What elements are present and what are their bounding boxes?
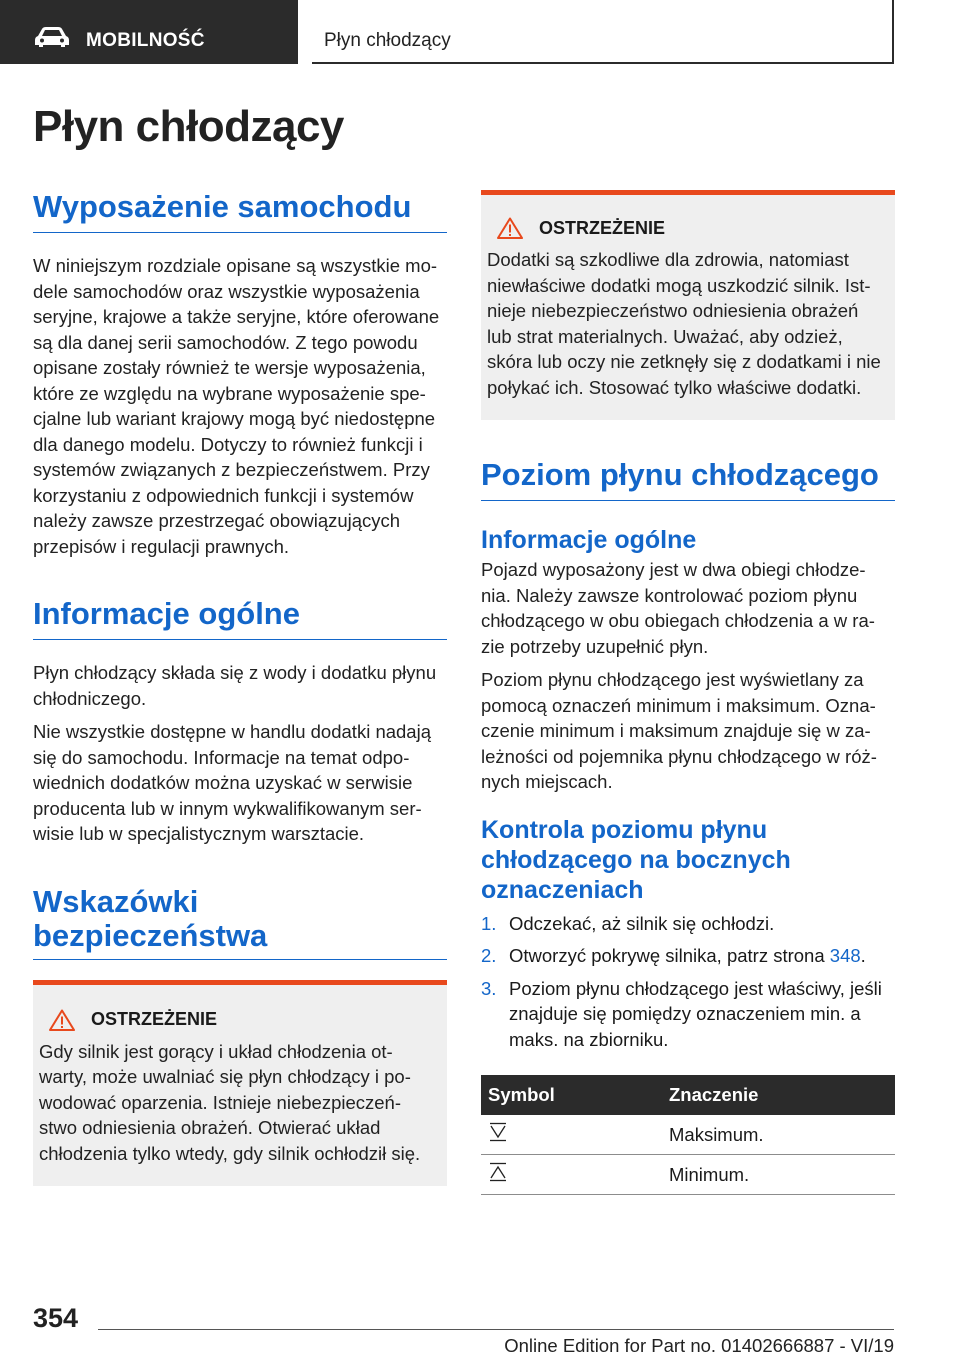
warning-text: Dodatki są szkodliwe dla zdrowia, natomiast niewłaściwe dodatki mogą uszkodzić silnik. Ist- nieje niebezpieczeństwo odniesienia obrażeń lub strat materialnych. Uważać, aby odzież, skóra lub oczy nie zetknęły się z dodatkami i nie połykać ich. Stosować tylko właściwe dodatki. [487, 249, 881, 398]
equipment-text: W niniejszym rozdziale opisane są wszystkie mo- dele samochodów oraz wszystkie wyposażenia seryjne, krajowe a także seryjne, które oferowane są dla danej serii samochodów. Z tego powodu opisane zostały również te wersje wyposażenia, które ze względu na wybrane wyposażenie spe- cjalne lub wariant krajowy mogą być niedostępne dla danego modelu. Dotyczy to również funkcji i systemów związanych z bezpieczeństwem. Przy korzystaniu z odpowiednich funkcji i systemów należy zawsze przestrzegać obowiązujących przepisów i regulacji prawnych. [33, 255, 440, 557]
heading-coolant-level: Poziom płynu chłodzącego [481, 458, 895, 501]
warning-label: OSTRZEŻENIE [91, 1009, 218, 1029]
warning-triangle-icon [49, 1009, 75, 1031]
steps-list [481, 911, 895, 1053]
general-info-p1: Płyn chłodzący składa się z wody i dodatku płynu chłodniczego. [33, 662, 437, 709]
table-row [481, 1115, 895, 1155]
heading-safety: Wskazówki bezpieczeństwa [33, 883, 268, 953]
list-item: 2. Otworzyć pokrywę silnika, patrz strona 348. [481, 945, 866, 966]
header-chapter [312, 0, 894, 64]
table-cell-meaning: Minimum. [662, 1155, 895, 1195]
subheading-level-check: Kontrola poziomu płynu chłodzącego na bocznych oznaczeniach [481, 815, 791, 904]
footer-divider [98, 1329, 894, 1330]
warning-label: OSTRZEŻENIE [539, 217, 666, 238]
list-item: 3. Poziom płynu chłodzącego jest właściwy, jeśli znajduje się pomiędzy oznaczeniem min. a maks. na zbiorniku. [481, 977, 882, 1050]
min-mark-icon [488, 1162, 508, 1182]
symbol-table [481, 1075, 895, 1195]
page-number: 354 [33, 1303, 79, 1333]
coolant-level-p1: Pojazd wyposażony jest w dwa obiegi chłodze- nia. Należy zawsze kontrolować poziom płynu chłodzącego w obu obiegach chłodzenia a w ra- zie potrzeby uzupełnić płyn. [481, 559, 875, 657]
table-cell-meaning: Maksimum. [662, 1115, 895, 1155]
table-row [481, 1155, 895, 1195]
table-header-meaning: Znaczenie [662, 1075, 895, 1115]
heading-general-info: Informacje ogólne [33, 597, 447, 640]
warning-triangle-icon [497, 217, 523, 239]
list-item: 1. Odczekać, aż silnik się ochłodzi. [481, 912, 775, 934]
subheading-general-info: Informacje ogólne [481, 526, 697, 554]
table-header-symbol: Symbol [481, 1075, 662, 1115]
general-info-p2: Nie wszystkie dostępne w handlu dodatki nadają się do samochodu. Informacje na temat odpo- wiednich dodatków można uzyskać w serwisie producenta lub w innym wykwalifikowanym ser- wisie lub w specjalistycznym warsztacie. [33, 721, 431, 844]
footer-edition: Online Edition for Part no. 01402666887 - VI/19 [504, 1335, 894, 1356]
left-column [33, 190, 447, 1186]
warning-box-right [481, 190, 895, 420]
warning-text: Gdy silnik jest gorący i układ chłodzenia ot- warty, może uwalniać się płyn chłodzący i po- wodować oparzenia. Istnieje niebezpieczeń- stwo odniesienia obrażeń. Otwierać układ chłodzenia tylko wtedy, gdy silnik ochłodził się. [39, 1040, 421, 1164]
coolant-level-p2: Poziom płynu chłodzącego jest wyświetlany za pomocą oznaczeń minimum i maksimum. Ozna- czenie minimum i maksimum znajduje się w za- leżności od pojemnika płynu chłodzącego w róż- nych miejscach. [481, 669, 877, 792]
warning-box-left [33, 980, 447, 1187]
page-link[interactable]: 348 [829, 945, 861, 966]
section-name: MOBILNOŚĆ [86, 30, 205, 51]
heading-equipment: Wyposażenie samochodu [33, 190, 447, 233]
max-mark-icon [488, 1122, 508, 1142]
page-title: Płyn chłodzący [33, 102, 344, 151]
header-section-tab [0, 0, 298, 64]
right-column [481, 190, 895, 1195]
chapter-name: Płyn chłodzący [324, 30, 451, 51]
car-icon [34, 26, 70, 48]
